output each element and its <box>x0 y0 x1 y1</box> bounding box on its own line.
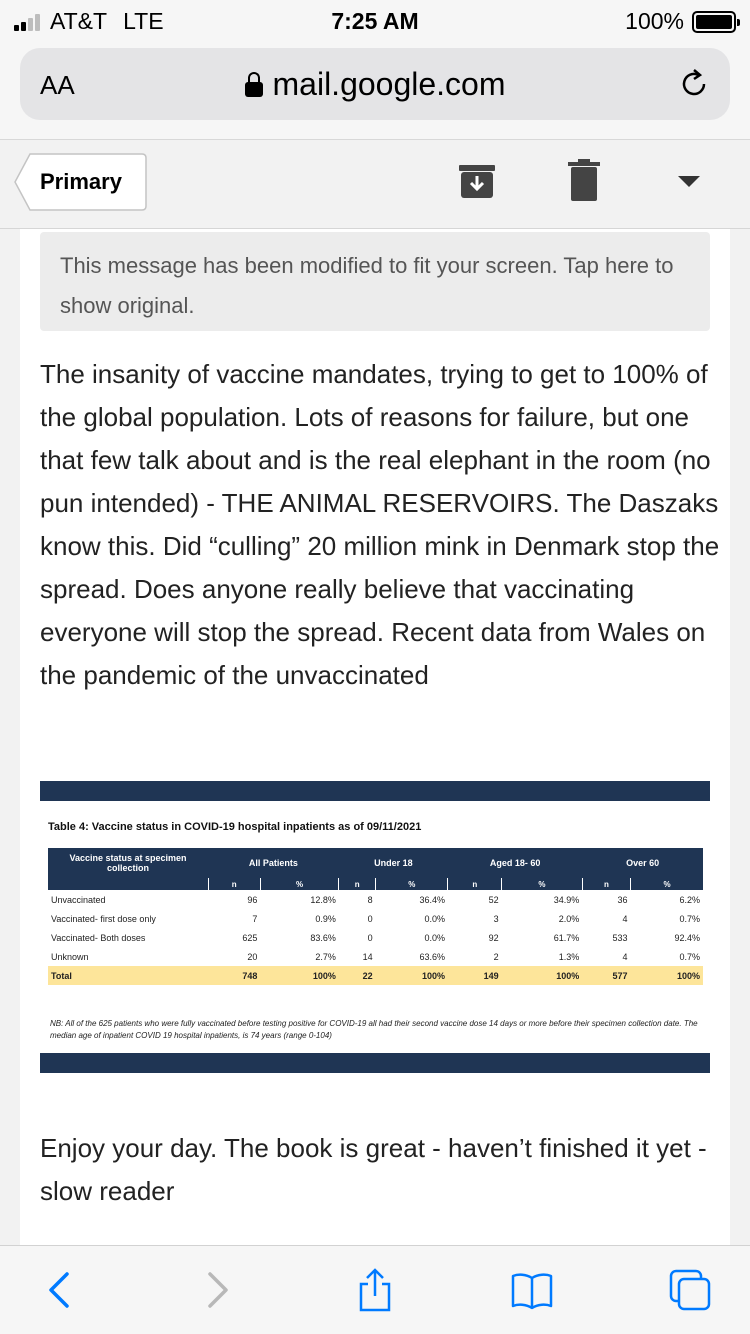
table-header: Under 18 <box>339 848 448 878</box>
table-row <box>48 909 703 928</box>
carrier-name: AT&T <box>50 8 108 34</box>
address-bar[interactable] <box>20 48 730 120</box>
table-subheader: n <box>582 878 630 890</box>
table-subheader: n <box>339 878 376 890</box>
back-icon[interactable] <box>37 1268 81 1312</box>
forward-icon[interactable] <box>196 1268 240 1312</box>
primary-label: Primary <box>40 169 122 194</box>
archive-icon[interactable] <box>457 161 497 201</box>
table-cell: 2.7% <box>315 951 336 962</box>
table-cell: 533 <box>612 932 628 943</box>
tabs-icon[interactable] <box>668 1268 712 1312</box>
table-subheader: n <box>208 878 260 890</box>
table-cell: 0.7% <box>679 951 700 962</box>
browser-chrome <box>0 40 750 140</box>
message-closing: Enjoy your day. The book is great - haven’t finished it yet - slow reader <box>40 1133 707 1206</box>
table-subheader: n <box>448 878 502 890</box>
table-cell: 36.4% <box>419 894 445 905</box>
lock-icon <box>245 82 263 97</box>
table-cell: 34.9% <box>553 894 580 905</box>
table-cell: 12.8% <box>310 894 336 905</box>
table-cell: 100% <box>376 966 448 985</box>
table-cell: 0.7% <box>679 913 700 924</box>
table-cell: 1.3% <box>558 951 580 962</box>
row-label: Unknown <box>51 951 89 962</box>
table-note: NB: All of the 625 patients who were fully vaccinated before testing positive for COVID-19 all had their second vaccine dose 14 days or more before their specimen collection date. The median age of inpatient COVID 19 hospital inpatients, is 74 years (range 0-104) <box>50 1019 698 1040</box>
clock: 7:25 AM <box>331 8 419 34</box>
table-header: Aged 18- 60 <box>448 848 582 878</box>
table-cell: 4 <box>622 951 628 962</box>
bookmarks-icon[interactable] <box>510 1268 554 1312</box>
message-body: The insanity of vaccine mandates, trying to get to 100% of the global population. Lots of reasons for failure, but one that few talk about and is the real elephant in the room (no pun intended) - THE ANIMAL RESERVOIRS. The Daszaks know this. Did “culling” 20 million mink in Denmark stop the spread. Does anyone really believe that vaccinating everyone will stop the spread. Recent data from Wales on the pandemic of the unvaccinated <box>40 359 720 690</box>
table-cell: 0 <box>367 913 373 924</box>
table-cell: 92 <box>488 932 499 943</box>
table-cell: 6.2% <box>679 894 700 905</box>
table-cell: 2.0% <box>558 913 580 924</box>
table-cell: 63.6% <box>419 951 445 962</box>
text-size-label: AA <box>40 70 75 100</box>
table-cell: 7 <box>252 913 258 924</box>
message-content <box>20 229 730 1245</box>
table-cell: 52 <box>488 894 499 905</box>
table-cell: 577 <box>582 966 630 985</box>
table-cell: 96 <box>247 894 258 905</box>
modified-notice[interactable]: This message has been modified to fit your screen. Tap here to show original. <box>40 232 710 331</box>
table-row <box>48 928 703 947</box>
chevron-down-icon[interactable] <box>678 176 700 187</box>
table-cell: 0.0% <box>424 913 445 924</box>
table-cell: 36 <box>617 894 628 905</box>
table-cell: 3 <box>493 913 499 924</box>
network-type: LTE <box>123 8 164 34</box>
table-cell: 100% <box>502 966 583 985</box>
table-cell: 8 <box>367 894 373 905</box>
table-bottom-bar <box>40 1053 710 1073</box>
table-cell: 14 <box>362 951 373 962</box>
table-cell: 100% <box>260 966 339 985</box>
trash-icon[interactable] <box>568 159 600 201</box>
table-group-header-row <box>48 848 703 878</box>
table-subheader: % <box>502 878 583 890</box>
table-cell: 149 <box>448 966 502 985</box>
table-top-bar <box>40 781 710 801</box>
row-label: Unvaccinated <box>51 894 106 905</box>
battery-icon <box>692 11 736 33</box>
safari-bottom-toolbar <box>0 1245 750 1334</box>
battery-status <box>625 8 736 35</box>
vaccine-status-table <box>48 848 703 985</box>
table-subheader: % <box>631 878 703 890</box>
table-total-row <box>48 966 703 985</box>
primary-back-button[interactable] <box>14 153 147 211</box>
table-header: All Patients <box>208 848 339 878</box>
table-cell: 100% <box>631 966 703 985</box>
url-text: mail.google.com <box>272 66 506 102</box>
table-row <box>48 890 703 909</box>
table-cell: 0 <box>367 932 373 943</box>
table-cell: 625 <box>242 932 258 943</box>
table-cell: 83.6% <box>310 932 336 943</box>
table-row <box>48 947 703 966</box>
reload-icon[interactable] <box>676 66 712 102</box>
table-caption: Table 4: Vaccine status in COVID-19 hospital inpatients as of 09/11/2021 <box>48 821 422 833</box>
table-cell: 20 <box>247 951 258 962</box>
table-cell: 4 <box>622 913 628 924</box>
table-cell: 2 <box>493 951 499 962</box>
gmail-toolbar <box>0 141 750 229</box>
url-display[interactable] <box>20 66 730 103</box>
share-icon[interactable] <box>353 1268 397 1312</box>
battery-percent: 100% <box>625 8 684 34</box>
table-header: Over 60 <box>582 848 703 878</box>
status-bar <box>0 0 750 40</box>
table-cell: 0.0% <box>424 932 445 943</box>
row-label: Total <box>48 966 208 985</box>
table-header: Vaccine status at specimen collection <box>48 848 208 878</box>
table-subheader: % <box>260 878 339 890</box>
row-label: Vaccinated- first dose only <box>51 913 156 924</box>
table-cell: 61.7% <box>553 932 580 943</box>
table-cell: 92.4% <box>674 932 700 943</box>
table-cell: 748 <box>208 966 260 985</box>
table-cell: 22 <box>339 966 376 985</box>
table-sub-header-row <box>48 878 703 890</box>
table-cell: 0.9% <box>315 913 336 924</box>
row-label: Vaccinated- Both doses <box>51 932 146 943</box>
embedded-table-image <box>40 781 710 1073</box>
table-subheader: % <box>376 878 448 890</box>
